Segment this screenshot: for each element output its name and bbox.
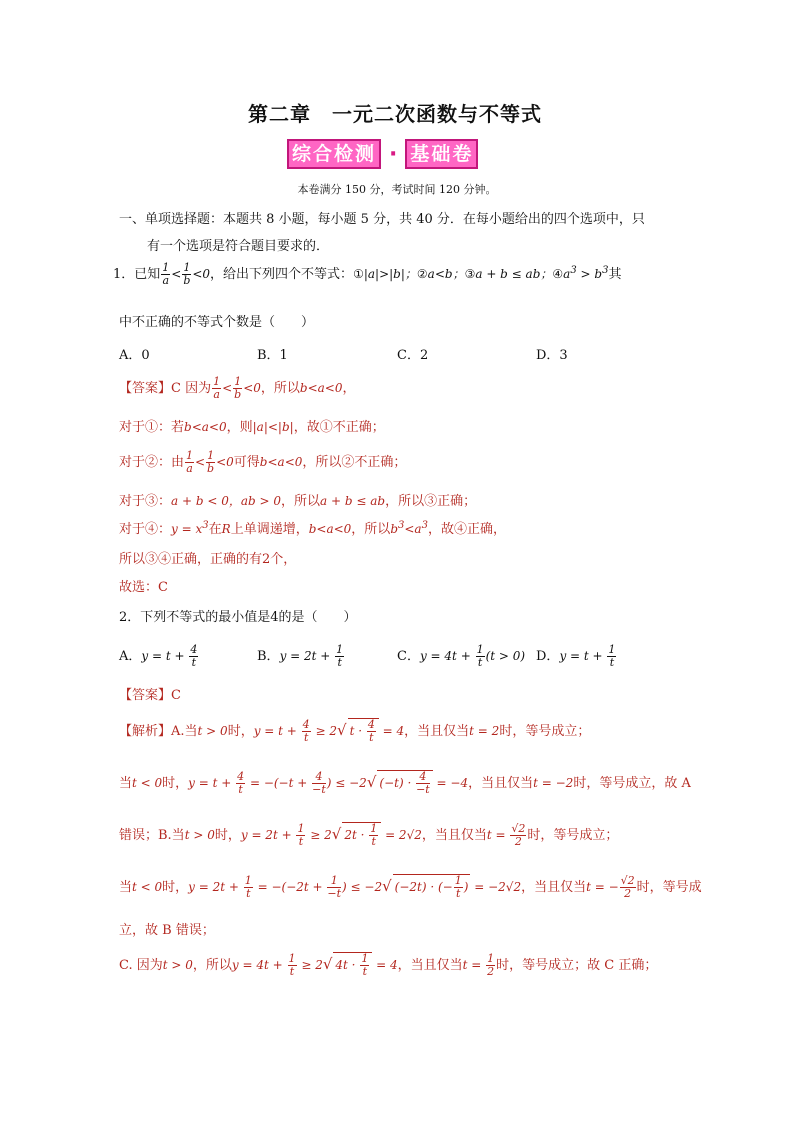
- q2-analysis-5: 立，故 B 错误；: [119, 923, 215, 938]
- q1-stem-line2: 中不正确的不等式个数是（ ）: [119, 315, 315, 330]
- q2-l4-math: y = 2t + $\frac{1}{t}$ = −(−2t + $\frac{1}{-t}$ ) ≤ −2√ (−2t) · (− $\frac{1}{t}$ ) = −2√2: [188, 874, 522, 900]
- q2-l3-cond: t > 0: [184, 828, 215, 842]
- q1-analysis-1-math2: |a|<|b|: [252, 420, 294, 434]
- test-banner: [287, 139, 478, 169]
- q2-l4-end: 时，等号成: [636, 880, 702, 895]
- section-heading-line1: 一、单项选择题：本题共 8 小题，每小题 5 分，共 40 分．在每小题给出的四个选项中，只: [119, 212, 645, 227]
- q1-option-c: C．2: [397, 348, 429, 363]
- q1-mid: ，给出下列四个不等式：: [210, 267, 354, 282]
- chapter-title: 第二章 一元二次函数与不等式: [248, 102, 542, 126]
- q2-l1-mid: 时，: [227, 724, 254, 739]
- q1-summary-1: 所以③④正确，正确的有2个，: [119, 552, 297, 567]
- q1-analysis-2-mid: 可得: [233, 455, 260, 470]
- q2-option-c: [397, 644, 525, 669]
- q1-analysis-3-math2: a + b ≤ ab: [320, 494, 386, 508]
- q1-analysis-1: [119, 416, 385, 435]
- q2-option-a-label: A．: [119, 649, 142, 664]
- q2-l2-end: 时，等号成立，故 A: [573, 776, 691, 791]
- q2-jiexi-tag: 【解析】: [119, 724, 172, 739]
- q1-analysis-1-mid: ，则: [226, 420, 253, 435]
- q1-analysis-1-pre: 对于①：若: [119, 420, 185, 435]
- q2-l6-pre: C. 因为: [119, 958, 163, 973]
- q2-option-d: [536, 644, 617, 669]
- q2-l1-cond: t > 0: [197, 724, 228, 738]
- q2-l1-pre: A.当: [171, 724, 198, 739]
- q2-l3-end: 时，等号成立；: [527, 828, 619, 843]
- q1-answer-tag: 【答案】: [119, 381, 172, 396]
- q1-analysis-4-tail: ，故④正确，: [427, 522, 506, 537]
- q1-analysis-4-mid: 在: [208, 522, 222, 537]
- q2-l6-tail: ，当且仅当: [397, 958, 463, 973]
- q1-analysis-2-math: $\frac{1}{a}$ < $\frac{1}{b}$ <0: [186, 449, 234, 475]
- q2-option-c-label: C．: [397, 649, 420, 664]
- q1-ineqs: ①|a|>|b|；②a<b；③a + b ≤ ab；$④a^3 > b^3$: [353, 265, 609, 281]
- q1-tail: 其: [608, 267, 622, 282]
- q2-option-d-label: D．: [536, 649, 560, 664]
- q1-answer: 【答案】C 因为 $\frac{1}{a}$ < $\frac{1}{b}$ <0，所以b<a<0，: [119, 375, 356, 401]
- q1-analysis-4-mid2: 上单调递增，: [230, 522, 309, 537]
- q2-l4-pre: 当: [119, 880, 133, 895]
- q2-analysis-4: [119, 874, 702, 900]
- q1-analysis-3: 对于③：a + b < 0，ab > 0，所以a + b ≤ ab，所以③正确；: [119, 494, 477, 509]
- q1-answer-letter: C: [171, 381, 181, 396]
- q1-analysis-1-tail: ，故①不正确；: [293, 420, 385, 435]
- q2-l6-math: y = 4t + $\frac{1}{t}$ ≥ 2√ 4t · $\frac{1}{t}$ = 4: [231, 952, 398, 978]
- q1-prefix: 1．已知: [113, 267, 161, 282]
- banner-right: 基础卷: [405, 139, 478, 169]
- q1-analysis-4-func: $y = x^3$: [171, 520, 209, 536]
- q2-l6-mid: ，所以: [192, 958, 232, 973]
- q1-option-a: A．0: [119, 348, 150, 363]
- q2-option-b-math: y = 2t + $\frac{1}{t}$: [279, 643, 344, 669]
- q1-analysis-4-pre: 对于④：: [119, 522, 172, 537]
- q2-option-a-math: y = t + $\frac{4}{t}$: [141, 643, 198, 669]
- q2-l3-mid: 时，: [214, 828, 241, 843]
- banner-left: 综合检测: [287, 139, 381, 169]
- q1-summary-2: 故选：C: [119, 580, 168, 595]
- q2-l4-tail: ，当且仅当: [521, 880, 587, 895]
- q2-l2-eq: t = −2: [533, 776, 574, 790]
- q2-l4-mid: 时，: [162, 880, 189, 895]
- q2-l6-end: 时，等号成立；故 C 正确；: [496, 958, 658, 973]
- q1-answer-result: b<a<0: [299, 381, 343, 395]
- q1-analysis-2-math2: b<a<0: [259, 455, 303, 469]
- q1-analysis-4-cond: b<a<0: [308, 522, 352, 536]
- q2-l4-cond: t < 0: [132, 880, 163, 894]
- exam-note: 本卷满分 150 分，考试时间 120 分钟。: [297, 183, 497, 196]
- q1-option-b: B．1: [257, 348, 288, 363]
- q1-analysis-2: [119, 450, 406, 475]
- q2-option-d-math: y = t + $\frac{1}{t}$: [559, 643, 616, 669]
- q1-analysis-2-tail: ，所以②不正确；: [302, 455, 407, 470]
- q1-analysis-4-r: R: [221, 522, 231, 536]
- q2-answer-letter: C: [171, 688, 181, 703]
- q2-l1-math: y = t + $\frac{4}{t}$ ≥ 2√ t · $\frac{4}{t}$ = 4: [253, 718, 405, 744]
- q1-option-d: D．3: [536, 348, 568, 363]
- q2-option-c-math: y = 4t + $\frac{1}{t}$ (t > 0): [419, 643, 526, 669]
- q2-analysis-2: [119, 770, 691, 796]
- q1-analysis-3-pre: 对于③：: [119, 494, 172, 509]
- q1-analysis-2-pre: 对于②：由: [119, 455, 185, 470]
- q1-condition: $\frac{1}{a}$ < $\frac{1}{b}$ <0: [162, 261, 211, 287]
- q2-l6-eq: t = $\frac{1}{2}$: [462, 952, 495, 978]
- q2-stem: 2．下列不等式的最小值是4的是（ ）: [119, 610, 357, 625]
- q2-analysis-6: [119, 952, 657, 978]
- q2-answer: [119, 684, 181, 703]
- q2-l3-tail: ，当且仅当: [421, 828, 487, 843]
- q2-l3-pre: 错误；B.当: [119, 828, 185, 843]
- q2-option-b: [257, 644, 345, 669]
- q1-answer-text: 因为: [185, 381, 212, 396]
- q2-l1-tail: ，当且仅当: [404, 724, 470, 739]
- q1-answer-tail: ，所以: [260, 381, 300, 396]
- q2-answer-tag: 【答案】: [119, 688, 172, 703]
- q1-analysis-3-math: a + b < 0，ab > 0: [171, 494, 282, 508]
- q2-analysis-3: [119, 822, 618, 848]
- q1-answer-math: $\frac{1}{a}$ < $\frac{1}{b}$ <0: [213, 375, 261, 401]
- q2-l1-end: 时，等号成立；: [499, 724, 591, 739]
- q1-analysis-4-res: $b^3<a^3$: [390, 520, 428, 536]
- q2-l6-cond: t > 0: [162, 958, 193, 972]
- q1-analysis-3-tail: ，所以③正确；: [385, 494, 477, 509]
- q1-analysis-4: 对于④：$y = x^3$在R上单调递增，b<a<0，所以$b^3<a^3$，故④正确，: [119, 520, 506, 537]
- q2-option-b-label: B．: [257, 649, 280, 664]
- q2-option-a: [119, 644, 199, 669]
- q2-l3-eq: t = $\frac{√2}{2}$: [486, 822, 526, 848]
- q2-analysis-1: [119, 718, 590, 744]
- q2-l2-cond: t < 0: [132, 776, 163, 790]
- section-heading-line2: 有一个选项是符合题目要求的．: [147, 239, 330, 254]
- q2-l2-mid: 时，: [162, 776, 189, 791]
- q2-l2-tail: ，当且仅当: [468, 776, 534, 791]
- q1-stem: [113, 262, 621, 287]
- q2-l1-eq: t = 2: [469, 724, 500, 738]
- q2-l3-math: y = 2t + $\frac{1}{t}$ ≥ 2√ 2t · $\frac{1}{t}$ = 2√2: [240, 822, 422, 848]
- q1-analysis-1-math: b<a<0: [184, 420, 227, 434]
- banner-dot: ·: [389, 141, 398, 167]
- q2-l2-pre: 当: [119, 776, 133, 791]
- q2-l2-math: y = t + $\frac{4}{t}$ = −(−t + $\frac{4}{-t}$ ) ≤ −2√ (−t) · $\frac{4}{-t}$ = −4: [188, 770, 469, 796]
- q2-l4-eq: t = − $\frac{√2}{2}$: [586, 874, 635, 900]
